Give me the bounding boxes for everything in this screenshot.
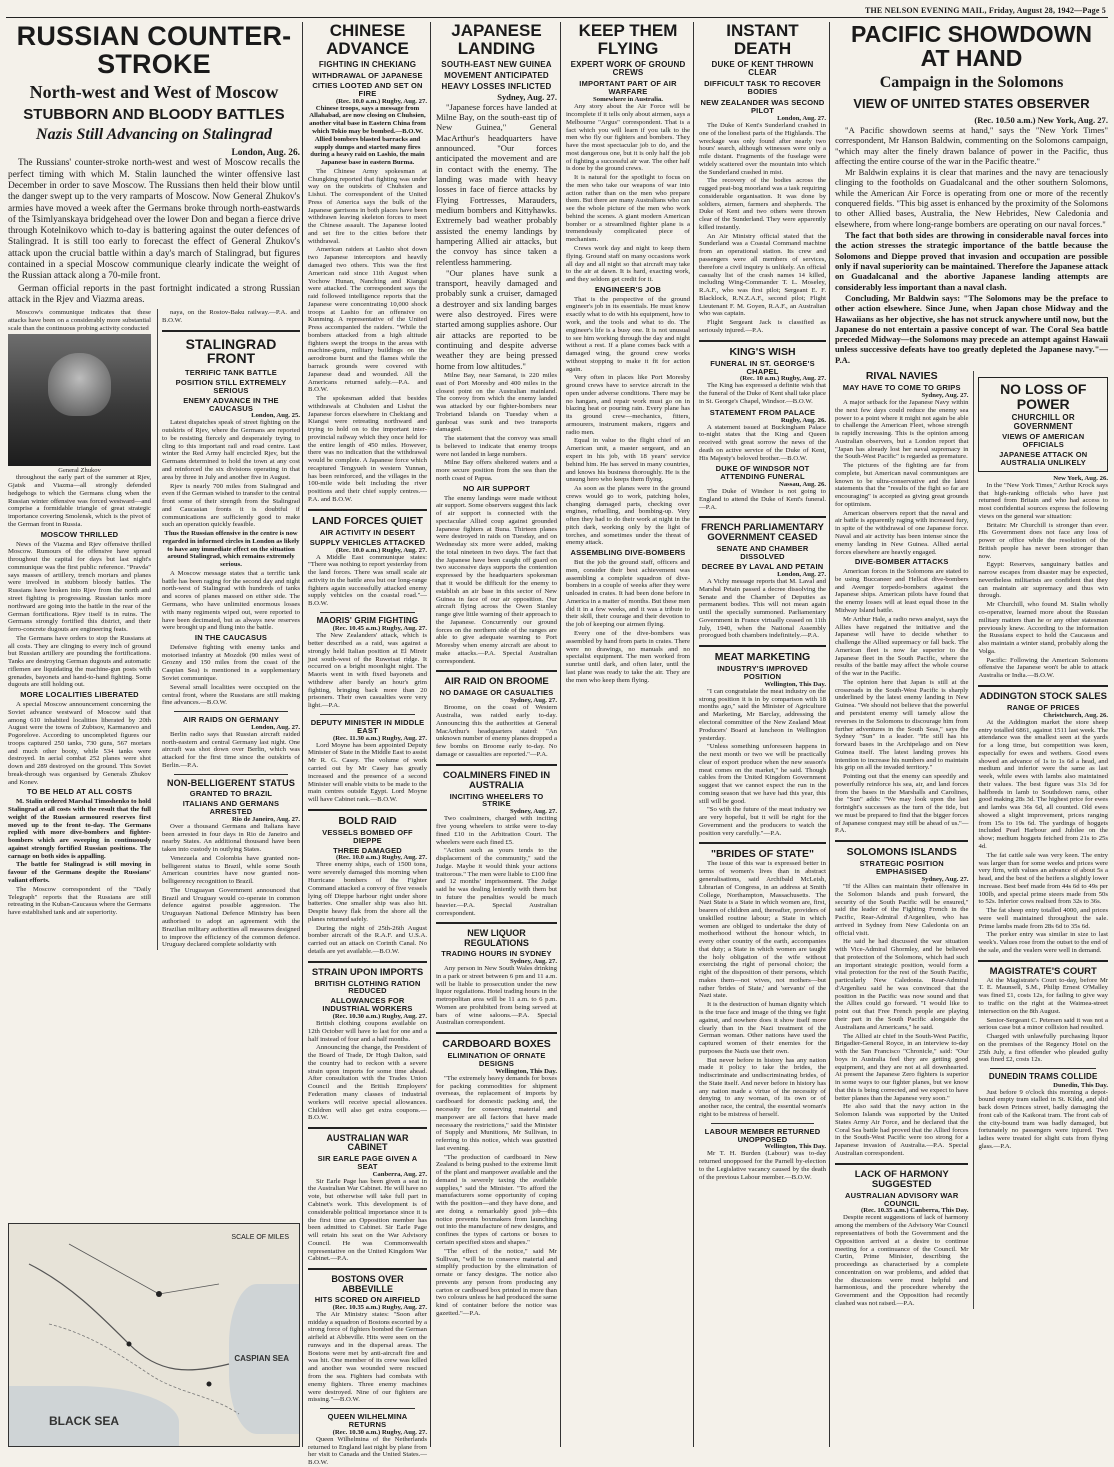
subhead: VIEWS OF AMERICAN OFFICIALS <box>1002 432 1085 450</box>
nolosspower-box <box>978 377 1108 472</box>
paragraph: Chinese troops, says a message from Allahabad, are now closing on Chuhsien, another vital base in Eastern China from which Tokio may be bombed.—B.O.W. Allied bombers blasted barracks and supply dumps and started many fires during a heavy raid on Lashio, the main Japanese base in eastern Burma. <box>309 104 426 167</box>
french-headline: FRENCH PARLIAMENTARY GOVERNMENT CEASED <box>701 522 824 544</box>
paragraph: Two coalminers, charged with inciting five young wheelers to strike were to-day fined £10 in the Arbitration Court. The wheelers were each fined £5. <box>436 815 557 846</box>
pacific-section <box>829 22 1108 1447</box>
coalminers-headline: COALMINERS FINED IN AUSTRALIA <box>442 769 551 791</box>
dateline: Somewhere in Australia. <box>593 96 663 104</box>
paragraph: It is the destruction of human dignity which is the true face and image of the thing we fight against, and nowhere does it show itself more clearly than in the Nazi treatment of the German woman. Other nations have used the captured women of their enemies for the purposes the Nazis use their own. <box>699 1001 826 1055</box>
dateline: (Rec. 10.0 a.m.) Rugby, Aug. 27. <box>335 546 427 554</box>
pacific-col-a <box>835 371 968 1309</box>
dateline: (Rec. 11.30 a.m.) Rugby, Aug. 27. <box>333 734 427 742</box>
paragraph: But the job the ground staff, officers and men, consider their best achievement was assembling a complete squadron of dive-bombers in a couple of weeks after they were unloaded in crates. It had been done before in America in a matter of months. But these men did it in a few weeks, and it was a tribute to their skill, their courage and their devotion to the job of keeping our airmen flying. <box>566 559 690 629</box>
subhead: DECREE BY LAVAL AND PETAIN <box>701 562 824 572</box>
paragraph: "The extremely heavy demands for boxes for packing commodities for shipment overseas, the replacement of imports by cardboard for domestic packing and, the necessity for conserving material and manpower are all factors that have made necessary the restrictions," said the Minister of Supply and Munitions, Mr Sullivan, in referring to this notice, which was gazetted last evening. <box>436 1074 557 1152</box>
paragraph: Several small localities were occupied on the central front, where the Russians are still making fine advances.—B.O.W. <box>162 683 300 707</box>
photo-caption: General Zhukov <box>58 467 101 475</box>
dateline: (Rec. 10.0 a.m.) Rugby, Aug. 27. <box>335 854 427 862</box>
subhead: RANGE OF PRICES <box>1006 702 1080 712</box>
dateline: Wellington, This Day. <box>495 1067 557 1075</box>
masthead: THE NELSON EVENING MAIL, Friday, August 28, 1942—Page 5 <box>864 6 1106 15</box>
subhead: NEW ZEALANDER WAS SECOND PILOT <box>700 98 825 116</box>
subhead: ITALIANS AND GERMANS ARRESTED <box>182 799 280 816</box>
paragraph: Announcing the change, the President of the Board of Trade, Dr Hugh Dalton, said the country had to reckon with a severe strain upon imports for some time ahead. After consultation with the Trades Union Council and the British Employers' Federation many classes of industrial workers will receive special allowances. Children will also get extra coupons.—B.O.W. <box>308 1044 427 1122</box>
dateline: Sydney, Aug. 27. <box>509 958 557 966</box>
minister-headline: DEPUTY MINISTER IN MIDDLE EAST <box>310 717 425 735</box>
divider <box>436 1032 557 1034</box>
instant-headline: INSTANT DEATH <box>726 21 799 58</box>
liquor-headline: NEW LIQUOR REGULATIONS <box>464 928 529 948</box>
boldraid-headline: BOLD RAID <box>338 814 397 827</box>
dateline: Rio de Janeiro, Aug. 27. <box>231 815 300 823</box>
paragraph: Mr Arthur Hale, a radio news analyst, says the Allies have regained the initiative and the Japanese will have to decide whether to challenge the Allied supremacy or fall back. The American fleet is now far superior to the Japanese fleet in the South Pacific, where the results of the battle may affect the whole course of the war in the Pacific. <box>835 615 969 678</box>
paragraph: The porker entry was similar in size to last week's. Values rose from the outset to the end of the sale, and the vealers were well in demand. <box>978 931 1108 954</box>
subhead: TERRIFIC TANK BATTLE <box>184 368 278 377</box>
solomons-headline: SOLOMONS ISLANDS <box>846 846 957 859</box>
subhead: ENEMY ADVANCE IN THE CAUCASUS <box>183 395 279 413</box>
flying-section <box>560 22 690 1447</box>
paragraph: News of the Viazma and Rjev offensive thrilled Moscow. Rumours of the offensive have spread throughout the capital for days but last night's communique was the first public reference. "Pravda" says masses of artillery, trench mortars and planes were involved in stubborn bloody battles. The Russians have broken into Rjev from the north and street fighting is progressing. Russian tanks more northward are going into the battle in the rear of the German fortifications. Rjev itself is in ruins. The Germans strongly fortified this district, and their ferro-concrete dugouts are engineering feats. <box>8 540 151 634</box>
dateline: Canberra, Aug. 27. <box>372 1170 427 1178</box>
dateline: Sydney, Aug. 27. <box>921 875 969 883</box>
paragraph: Any story about the Air Force will be incomplete if it tells only about airmen, says a Melbourne "Argus" correspondent. That is a fact which you will learn if you talk to the men who fly our fighters and bombers. They have the most spectacular job to do, and the most dangerous one, but it is only half the job of fighting a successful air war. The other half is done by the ground crews. <box>566 103 690 173</box>
cardboard-headline: CARDBOARD BOXES <box>442 1038 551 1051</box>
dateline: New York, Aug. 26. <box>1053 474 1108 482</box>
subhead: AUSTRALIAN ADVISORY WAR COUNCIL <box>844 1190 959 1208</box>
paragraph: At the Addington market the store sheep entry totalled 6861, against 1511 last week. The attendance was the smallest seen at the yards for a long time, but competition was keen, especially for ewes and wethers. Good ewes showed an advance of 1s to 1s 6d a head, and medium and inferior were the same as last week, while ewes with lambs also maintained their values. The best figure was 31s 3d for halfbreds in lamb to Southdown rams, other good making 28s 3d. The highest price for ewes and lambs was 36s 6d, all counted. Old ewes showed a slight improvement, prices ranging from 15s to 19s 6d. The yardings of hoggets included Pearl Harbour and Jubilee on the show; medium hoggets fetched from 21s to 25s 4d. <box>978 718 1108 850</box>
divider <box>711 1123 814 1124</box>
divider <box>835 1163 968 1165</box>
paragraph: "Our planes have sunk a transport, heavily damaged and probably sunk a cruiser, damaged a destroyer and six landing barges were also destroyed. Fires were started among supplies ashore. Our air attacks are reported to be continuing and despite adverse weather they are being pressed home from low altitudes." <box>436 267 558 371</box>
divider <box>699 340 826 342</box>
subhead: SIR EARLE PAGE GIVEN A SEAT <box>317 1153 418 1171</box>
paragraph: German official reports in the past fortnight indicated a strong Russian attack in the Rjev and Viazma areas. <box>8 283 300 305</box>
windsor-headline: DUKE OF WINDSOR NOT ATTENDING FUNERAL <box>715 464 810 482</box>
dateline: Sydney, Aug. 27. <box>497 91 557 102</box>
paragraph: "The effect of the notice," said Mr Sullivan, "will be to conserve material and simplify production by the elimination of ornate or fancy designs. The notice also prevents any person from producing any carton or cardboard box printed in more than two colours unless he had produced the same kind of container before the notice was gazetted."—P.A. <box>436 1247 557 1317</box>
subhead: SUPPLY VEHICLES ATTACKED <box>309 537 426 547</box>
subhead: INDUSTRY'S IMPROVED POSITION <box>717 664 808 682</box>
divider <box>699 645 826 647</box>
dateline: (Rec. 10.30 a.m.) Rugby, Aug. 27. <box>332 1013 427 1021</box>
paragraph: American raiders at Lashio shot down two Japanese interceptors and heavily damaged two others. This was the first American raid since 11th August when Yochow Hunan, Nanching and Kiangsi were attacked. The correspondent says the raid followed intelligence reports that the Japanese were concentrating 10,000 shock troops at Lashio for an offensive on Kunming. A representative of the United Press accompanied the raiders. "While the bombers attacked from a high altitude fighters swept the troops in the areas with machine-guns, military buildings on the aerodrome burnt and the flames while the barrack grounds were covered with Japanese dead and wounded. All the Americans returned safely.—P.A. and B.O.W. <box>308 246 427 394</box>
dateline: (Rec. 10.45 a.m.) Rugby, Aug. 27. <box>332 625 427 633</box>
dateline: Nassau, Aug. 26. <box>778 481 826 489</box>
divider <box>978 960 1108 962</box>
subhead: SENATE AND CHAMBER DISSOLVED <box>716 544 809 562</box>
divider <box>978 685 1108 687</box>
section-head: IN THE CAUCASUS <box>194 633 268 643</box>
subhead: FIGHTING IN CHEKIANG <box>318 59 417 69</box>
paragraph: A special Moscow announcement concerning the Soviet advance westward of Moscow said that among 610 inhabited localities liberated by 20th August were the towns of Zubtsov, Karmanovo and Pogorelove. According to uncompleted figures our troops captured 250 tanks, 730 guns, 567 mortars and much other booty, while 534 tanks were destroyed. In aerial combat 252 planes were shot down and 289 destroyed on the ground. This Soviet break-through was organised by Generals Zhukov and Konev. <box>8 701 151 786</box>
russian-subhead-1: North-west and West of Moscow <box>29 81 279 102</box>
subhead: THREE DAMAGED <box>333 845 402 855</box>
dateline: Sydney, Aug. 27. <box>509 808 557 816</box>
paragraph: Concluding, Mr Baldwin says: "The Solomons may be the preface to other action elsewhere. Since June, when Japan chose Midway and the Hawaiians as her objective, she has not struck anywhere until now, but the Japanese do not entertain a passive concept of war. The Coral Sea battle preceded Midway—the Solomons may precede an attempt against Hawaii unless successive defeats have too greatly depleted the Japanese navy."—P.A. <box>835 292 1108 365</box>
dunedin-headline: DUNEDIN TRAMS COLLIDE <box>988 1072 1098 1082</box>
subhead: AIR ACTIVITY IN DESERT <box>319 527 416 537</box>
paragraph: Thus the Russian offensive in the centre is now regarded in informed circles in London as likely to have any immediate effect on the situation around Stalingrad, which remains extremely serious. <box>162 530 300 569</box>
paragraph: The fact that both sides are throwing in considerable naval forces into the action stresses the strategic importance of the battle because the Solomons and Dieppe proved that invasion and occupation are possible only if naval superiority can be maintained. Therefore the Japanese attack on Guadalcanal and the abortive Japanese landing attempts are considerably less important than a naval clash. <box>835 230 1108 292</box>
dateline: (Rec. 10.35 a.m.) Canberra, This Day. <box>861 1207 969 1215</box>
divider <box>174 774 288 775</box>
section-head: TO BE HELD AT ALL COSTS <box>26 787 133 797</box>
paragraph: The fat sheep entry totalled 4000, and prices were well maintained throughout the sale. Prime lambs made from 28s 6d to 35s 6d. <box>978 907 1108 930</box>
subhead: MOVEMENT ANTICIPATED <box>444 71 549 81</box>
map-scale-label: SCALE OF MILES <box>231 1234 289 1241</box>
paragraph: Pacific: Following the American Solomons offensive the Japanese won't be able to attack Australia or India.—B.O.W. <box>978 656 1108 680</box>
paragraph: Equal in value to the flight chief of an American unit, a master sergeant, and an expert in his job, with 18 years' service behind him. He has served in many countries, and knows his business thoroughly. He is the unsung hero who keeps them flying. <box>566 437 690 484</box>
subhead: DUKE OF KENT THROWN CLEAR <box>711 59 814 78</box>
paragraph: The Germans have orders to stop the Russians at all costs. They are clinging to every inch of ground but Russian artillery are pounding the fortifications. Tanks are destroying German dugouts and automatic riflemen are liquidating the machine-gun posts with grenades, bayonets and hand-to-hand fighting. Some dugouts are still holding out. <box>8 634 151 689</box>
subhead: INCITING WHEELERS TO STRIKE <box>449 791 544 809</box>
paragraph: Despite recent suggestions of lack of harmony among the members of the Advisory War Council representatives of both the Government and the Opposition arrived at a desire to continue meeting for a continuance of the Council. Mr Curtin, Prime Minister, describing the proceedings as characterised by a complete concentration on war problems, and added that the discussions were most helpful and harmonious, and the procedure whereby the Government and the Opposition had recently clashed was not raised.—P.A. <box>835 1214 969 1307</box>
masthead-rule <box>6 17 1108 18</box>
paragraph: A Vichy message reports that M. Laval and Marshal Petain passed a decree dissolving the Senate and the Chamber of Deputies as permanent bodies. This will not mean again until the specially summoned. Parliamentary Government in France virtually ceased on 11th July, 1940, when the National Assembly prorogued both chambers indefinitely.—P.A. <box>699 578 826 640</box>
subhead: DIFFICULT TASK TO RECOVER BODIES <box>704 79 821 97</box>
paragraph: Broome, on the coast of Western Australia, was raided early to-day. Announcing this the authorities at General MacArthur's headquarters stated: "An unknown number of enemy planes dropped a few bombs on Broome early to-day. No damage or casualties are reported."—P.A. <box>436 704 557 758</box>
dateline: Wellington, This Day. <box>764 1143 826 1151</box>
dateline: Dunedin, This Day. <box>1053 1081 1108 1089</box>
subhead: CITIES LOOTED AND SET ON FIRE <box>312 80 423 98</box>
paragraph: Milne Bay offers sheltered waters and a more secure position from the sea than the north coast of Papua. <box>436 459 557 482</box>
dateline: (Rec. 10.35 a.m.) Rugby, Aug. 27. <box>332 1303 427 1311</box>
addington-headline: ADDINGTON STOCK SALES <box>979 690 1107 702</box>
divider <box>436 670 557 672</box>
paragraph: Charged with unlawfully purchasing liquor on the premises of the Regency Hotel on the 25th July, a first offender who pleaded guilty was fined £2, costs 12s. <box>978 1033 1108 1064</box>
paragraph: The spokesman added that besides withdrawals at Chuhsien and Lishui the Japanese forces elsewhere in Chekiang and Kiangsi were retreating northward and trying to hold on to the important inter-provincial railway which they once held for the entire length of 450 miles. However, there was no indication that the withdrawal would be complete. A Japanese force which recaptured Tengyueh in western Yunnan, has been reinforced, and the villages in the 100-mile wide belt including the river positions and their chief supply centres.—P.A. and B.O.W. <box>308 395 427 503</box>
russian-lead-text <box>8 158 300 306</box>
divider <box>320 612 415 613</box>
paragraph: During the night of 25th-26th August bomber aircraft of the R.A.F. and U.S.A. carried out an attack on Corinth Canal. No details are yet available.—B.O.W. <box>308 924 427 955</box>
subhead: POSITION STILL EXTREMELY SERIOUS <box>175 377 287 395</box>
paragraph: The battle for Stalingrad is still moving in favour of the Germans despite the Russians' valiant efforts. <box>8 861 151 884</box>
divider <box>320 714 415 715</box>
section-head: MORE LOCALITIES LIBERATED <box>20 690 139 700</box>
paragraph: Any person in New South Wales drinking in a park or street between 6 pm and 11 a.m. will be liable to prosecution under the new liquor regulations. Hotel trading hours in the metropolitan area will be 11 a.m. to 6 p.m. Women are prohibited from being served at bars of wine saloons.—P.A. Special Australian correspondent. <box>436 965 557 1027</box>
paragraph: Over a thousand Germans and Italians have been arrested in four days in Rio de Janeiro and nearby States. An additional thousand have been taken into custody in outlying States. <box>162 822 300 854</box>
russian-dateline: London, Aug. 26. <box>231 148 300 159</box>
russian-col-b <box>157 309 300 950</box>
dateline: Rugby, Aug. 26. <box>780 416 826 424</box>
paragraph: The Russians' counter-stroke north-west and west of Moscow recalls the perfect timing with which M. Stalin launched the winter offensive last December in order to save Moscow. The Russians then held their blow until the danger swept up to the very ramparts of Moscow. Now General Zhukov's armies have moved a week after the Germans broke through north-eastwards of the Tsimlyanskaya bridgehead over the lower Don and began a fierce drive through Kotelnikovo which to-day is battering against the outer defences of Stalingrad. It is still too early to forecast the effect of General Zhukov's attack upon the crucial battle within a day's march of Stalingrad, but figures contained in a special Moscow communique clearly indicate the weight of the Russian attack along a 70-mile front. <box>8 158 300 282</box>
subhead: EXPERT WORK OF GROUND CREWS <box>570 59 686 78</box>
divider <box>436 922 557 924</box>
divider <box>162 330 300 332</box>
paragraph: naya, on the Rostov-Baku railway.—P.A. and B.O.W. <box>162 309 300 324</box>
meat-headline: MEAT MARKETING <box>714 651 811 664</box>
subhead: FUNERAL IN ST. GEORGE'S CHAPEL <box>710 358 815 376</box>
paragraph: The recovery of the bodies across the rugged peat-bog moorland was a task requiring considerable organisation. It was done by soldiers, airmen, farmers and shepherds. The Duke of Kent and two others were thrown clear of the Sunderland. They were apparently killed instantly. <box>699 177 826 231</box>
dateline: Sydney, Aug. 27. <box>509 697 557 705</box>
section-head: NO AIR SUPPORT <box>462 483 531 493</box>
section-head: DIVE-BOMBER ATTACKS <box>854 557 949 567</box>
paragraph: The Uruguayan Government announced that Brazil and Uruguay would co-operate in common defence against possible aggression. The Uruguayan National Defence Ministry has been authorised to adopt an agreement with the Brazilian military authorities all measures designed to improve the efficiency of the common defence. Uruguay declared complete solidarity with <box>162 886 300 949</box>
instant-section <box>693 22 826 1447</box>
subhead: VESSELS BOMBED OFF DIEPPE <box>322 827 413 845</box>
paragraph: The Moscow correspondent of the "Daily Telegraph" reports that the Russians are still retreating in the Kuban-Caucasus where the Germans have established tank and air superiority. <box>8 885 151 917</box>
divider <box>699 516 826 518</box>
russian-col-a <box>8 309 151 950</box>
paragraph: As soon as the planes were in the ground crews would go to work, patching holes, changing damaged parts, checking over engines, refuelling, and bombing-up. Very often they had to do their work at night in the pitch dark, working only by the light of torches, and sometimes under the threat of enemy attack. <box>566 485 690 547</box>
section-head: MOSCOW THRILLED <box>40 529 119 539</box>
paragraph: The Duke of Kent's Sunderland crashed in one of the loneliest parts of the Highlands. The wreckage was only found after nearly two hours' search, although witnesses were only a mile distant. Fragments of the fuselage were widely scattered over the mountain into which the Sunderland crashed in mist. <box>699 121 826 176</box>
subhead: MAY HAVE TO COME TO GRIPS <box>842 383 961 393</box>
paragraph: M. Stalin ordered Marshal Timoshenko to hold Stalingrad at all costs with the result that the full weight of the Russian armoured reserves first moved up to the front to-day. The Germans replied with more dive-bombers and fighter-bombers which are sweeping in continuously against strongly fortified Russian positions. The carnage on both sides is appalling. <box>8 798 151 860</box>
dateline: (Rec. 10.50 a.m.) New York, Aug. 27. <box>974 114 1108 125</box>
paragraph: He said he had discussed the war situation with Vice-Admiral Ghormley, and he believed that protection of the Solomons, which had such an important strategic position, would form a vital protection for the rest of the South Pacific, particularly New Caledonia. Rear-Admiral d'Argenlieu said he was convinced that the position in the Pacific was now sound and that the Allies could go forward. "I would like to point out that Free French people are playing their part in the South Pacific alongside the Australians and Americans," he said. <box>835 938 969 1031</box>
paragraph: Senior-Sergeant C. Petersen said it was not a serious case but a minor collision had resulted. <box>978 1016 1108 1032</box>
paragraph: It is natural for the spotlight to focus on the men who take our weapons of war into action rather than on the men who prepare them. But there are many Australians who can see the whole picture of the men who work behind the scenes. A giant modern American bomber or a streamlined fighter plane is a tremendously complicated piece of mechanism. <box>566 174 690 244</box>
subhead: IMPORTANT PART OF AIR WARFARE <box>579 79 677 97</box>
paragraph: Very often in places like Port Moresby ground crews have to service aircraft in the open under adverse conditions. There may be no hangars, and repair work must go on in blazing heat or pouring rain. Every plane has its ground crew—mechanics, fitters, armourers, instrument makers, riggers and radio men. <box>566 374 690 436</box>
dateline: London, Aug. 27. <box>251 723 300 731</box>
paragraph: Venezuela and Colombia have granted non-belligerent status to Brazil, while some South American countries have now granted non-belligerency recognition to Brazil. <box>162 854 300 886</box>
paragraph: A major setback for the Japanese Navy within the next few days could reduce the enemy sea power to a point where it might not again be able to challenge the American Fleet, whose strength is rapidly increasing. This is the opinion among Australian observers, but a London report that "Japan has already lost her naval supremacy in the South-West Pacific" is regarded as premature. <box>835 399 969 461</box>
paragraph: Just before 9 o'clock this morning a depot-bound empty tram stalled in St. Kilda, and slid back down Princes street, badly damaging the front cab of the Kaikorai tram. The front cab of the city-bound tram was badly damaged, but fortunately no passengers were injured. Two ladies were treated for slight cuts from flying glass.—P.A. <box>978 1088 1108 1150</box>
russian-subhead-2: STUBBORN AND BLOODY BATTLES <box>23 105 285 123</box>
paragraph: Mr T. H. Burden (Labour) was to-day returned unopposed for the Parnell by-election to the Legislative vacancy caused by the death of the previous Labour member.—B.O.W. <box>699 1150 826 1181</box>
subhead: CHURCHILL OR GOVERNMENT <box>1011 413 1075 431</box>
chinese-section <box>302 21 427 1467</box>
flying-headline: KEEP THEM FLYING <box>578 21 678 58</box>
paragraph: "Japanese forces have landed at Milne Bay, on the south-east tip of New Guinea," General MacArthur's headquarters have announced. "Our forces anticipated the movement and are in contact with the enemy. The landing was made with heavy losses in face of fierce attacks by Flying Fortresses, Marauders, medium bombers and Kittyhawks. Extremely bad weather probably assisted the enemy landings by hampering Allied air attacks, but the convoy has since taken a relentless hammering. <box>436 101 557 267</box>
paragraph: "If the Allies can maintain their offensive in the Solomon Islands and push forward, the security of the South Pacific will be ensured," said the leader of the Fighting French in the Pacific, Rear-Admiral d'Argenlieu, who has arrived in Sydney from New Caledonia on an official visit. <box>835 882 969 937</box>
paragraph: Moscow's communique indicates that these attacks have been on a considerably more substantial scale than the continuous probing activity conducted <box>8 309 151 332</box>
divider <box>174 711 288 712</box>
chinese-headline: CHINESE ADVANCE <box>326 21 409 58</box>
subhead: STRATEGIC POSITION EMPHASISED <box>859 859 944 877</box>
dateline: (Rec. 10 a.m.) Rugby, Aug. 27. <box>739 375 826 383</box>
paragraph: The Duke of Windsor is not going to England to attend the Duke of Kent's funeral.—P.A. <box>699 488 826 511</box>
paragraph: He also said that the navy action in the Solomon Islands was supported by the United States Army Air Force, and he declared that the Coral Sea battle had proved that the Allied forces in the South-West Pacific were too strong for a Japanese invasion of Australia.—P.A. Special Australian correspondent. <box>835 1103 969 1158</box>
harmony-headline: LACK OF HARMONY SUGGESTED <box>854 1168 949 1190</box>
subhead: SOUTH-EAST NEW GUINEA <box>441 59 552 69</box>
divider <box>436 764 557 766</box>
labour-headline: LABOUR MEMBER RETURNED UNOPPOSED <box>704 1126 821 1144</box>
airraids-headline: AIR RAIDS ON GERMANY <box>182 715 280 725</box>
russian-section <box>8 22 300 1447</box>
nolosspower-headline: NO LOSS OF POWER <box>1000 381 1087 412</box>
palace-headline: STATEMENT FROM PALACE <box>709 407 816 417</box>
paragraph: Flight Sergeant Jack is classified as seriously injured.—P.A. <box>699 319 826 334</box>
paragraph: An Air Ministry official stated that the Sunderland was a Coastal Command machine from an operational station. Its crew and passengers were all members of services, therefore a civil inquiry is unlikely. An official casualty list of the crash names 14 killed, including Wing-Commander T. L. Moseley, R.A.F., who was first pilot; Sergeant E. F. Blacklock, R.N.Z.A.F., second pilot; Flight Lieutenant F. M. Goyen, R.A.F., an Australian who was captain. <box>699 232 826 318</box>
dateline: London, Aug. 27. <box>777 571 826 579</box>
section-head: ENGINEER'S JOB <box>594 284 662 294</box>
subhead: HEAVY LOSSES INFLICTED <box>441 82 552 92</box>
japanese-section <box>430 22 557 1447</box>
paragraph: A Moscow message states that a terrific tank battle has been raging for the second day and night north-west of Stalingrad with hundreds of tanks and scores of planes massed on either side. The Germans, who have unlimited enormous losses with many regiments wiped out, were reported to have been decimated, but as always new reserves were brought up and flung into the battle. <box>162 569 300 632</box>
paragraph: Milne Bay, near Samarai, is 220 miles east of Port Moresby and 400 miles in the closest point on the Australian mainland. The convoy from which the enemy landed was attacked by our fighter-bombers near Trobriand Islands on Tuesday when a gunboat was sunk and two transports damaged. <box>436 371 557 434</box>
paragraph: At the Magistrate's Court to-day, before Mr T. E. Maunsell, S.M., Philip Ernest O'Malley was fined £1, costs 12s, for failing to give way to traffic on the right at the Waimea-street intersection on the 8th August. <box>978 976 1108 1015</box>
paragraph: Britain: Mr Churchill is stronger than ever. His Government does not face any loss of power or office while the resolution of the British people has never been stronger than now. <box>978 521 1108 560</box>
paragraph: The statement that the convoy was small is believed to indicate that enemy troops were not landed in large numbers. <box>436 435 557 458</box>
divider <box>835 840 968 842</box>
paragraph: A statement issued at Buckingham Palace to-night states that the King and Queen received with great sorrow the news of the death on active service of the Duke of Kent, His Majesty's beloved brother.—B.O.W. <box>699 423 826 462</box>
dateline: Christchurch, Aug. 26. <box>1043 711 1108 719</box>
paragraph: The pictures of the fighting are far from complete, but American naval communiques are known to be ultra-conservative and the latest statements that the "results of the fight so far are encouraging" is accepted as giving great grounds for optimism. <box>835 462 969 508</box>
dateline: (Rec. 10.0 a.m.) Rugby, Aug. 27. <box>335 97 427 105</box>
caucasus-map <box>8 1223 300 1447</box>
paragraph: "I can congratulate the meat industry on the strong position it is in by comparison with 18 months ago," said the Minister of Agriculture and Marketing, Mr Barclay, addressing the electoral committee of the New Zealand Meat Producers' Board at luncheon in Wellington yesterday. <box>699 687 826 742</box>
rivalnavies-headline: RIVAL NAVIES <box>865 370 938 383</box>
subhead: NO DAMAGE OR CASUALTIES <box>439 688 554 698</box>
subhead: HITS SCORED ON AIRFIELD <box>314 1294 421 1304</box>
pacific-headline: PACIFIC SHOWDOWN AT HAND <box>850 21 1093 72</box>
bostons-headline: BOSTONS OVER ABBEVILLE <box>331 1274 404 1294</box>
paragraph: Egypt: Reserves, sanguinary battles and narrow escapes from disaster may be expected, nevertheless militarists are confident that they can maintain air supremacy and thus win through. <box>978 561 1108 600</box>
paragraph: The opinion here that Japan is still at the crossroads in the South-West Pacific is sharply underlined by the latest enemy landing in New Guinea. "We should not believe that the powerful and persistent enemy will tamely allow the reverses in the Solomons to discourage him from further adventures in the South Seas," says the Sydney "Sun" in a leader. "He still has his forward bases in the Archipelago and on New Guinea itself. The latest landing proves his intention to increase his numbers and to maintain his grip on all the invaded territory." <box>835 678 969 772</box>
paragraph: The fat cattle sale was very keen. The entry was larger than for some weeks and prices were very firm, with values an advance of about 5s a head, and the best of the heifers a slightly lower increase. Best beef made from 44s 6d to 49s per 100lb, and special prime steers made from 50s to 52s. Inferior cows realised from 32s to 36s. <box>978 851 1108 906</box>
paragraph: "So with the future of the meat industry we are very hopeful, but it will be right for the Government and the producers to watch the position very carefully."—P.A. <box>699 806 826 837</box>
strain-headline: STRAIN UPON IMPORTS <box>311 966 424 978</box>
subhead: GRANTED TO BRAZIL <box>189 789 273 799</box>
divider <box>308 809 427 811</box>
dateline: Sydney, Aug. 27. <box>921 392 969 399</box>
paragraph: The Chinese Army spokesman at Chungking reported that fighting was under way on the outskirts of Chuhsien and Lishui. The correspondent of the United Press of America says the bulk of the Japanese garrisons in both places have been withdrawn leaving skeleton forces to meet the Chinese assault. The Japanese looted and set fire to the cities before their withdrawal. <box>308 167 427 245</box>
dateline: Wellington, This Day. <box>764 680 826 688</box>
map-label-black-sea: BLACK SEA <box>49 1414 120 1428</box>
divider <box>308 1268 427 1270</box>
subhead: WITHDRAWAL OF JAPANESE <box>312 71 423 81</box>
divider <box>308 509 427 511</box>
paragraph: Crews work day and night to keep them flying. Ground staff on many occasions work all day and all night so that aircraft may take to the air at dawn. It is hard, exacting work, and they seldom get credit for it. <box>566 245 690 284</box>
subhead: JAPANESE ATTACK ON AUSTRALIA UNLIKELY <box>999 450 1088 467</box>
paragraph: The enemy landings were made without air support. Some observers suggest this lack of air support is connected with the spectacular Allied coup against grounded Japanese fighters at Buna. Thirteen planes were destroyed in raids on Tuesday, and on Wednesday six more were added, making the total nineteen in two days. The fact that the Japanese have been caught off guard on two successive days supports the contention expressed by the headquarters spokesman that it would be difficult for the enemy to establish an air base in this sector of New Guinea in face of our air opposition. Our aircraft flying across the Owen Stanley range give little warning of their approach to the Japanese. Concurrently our ground forces on the northern side of the ranges are able to give adequate warning to Port Moresby when enemy aircraft are about to make attacks.—P.A. Special Australian correspondent. <box>436 494 557 665</box>
paragraph: The New Zealanders' attack, which is better described as a raid, was against a strongly held Italian position at El Mireir just south-west of the Ruweisat ridge. It occurred on a bright moonlight night. The Maoris went in with fixed bayonets and withdrew after barely an hour's grim fighting, bringing back more than 20 prisoners. Their own casualties were very light.—P.A. <box>308 632 427 710</box>
pacific-subhead-1: Campaign in the Solomons <box>879 74 1064 92</box>
paragraph: In the "New York Times," Arthur Krock says that high-ranking officials who have just returned from Britain and who had access to most confidential sources express the following views on the general war situation: <box>978 481 1108 520</box>
paragraph: Lord Moyne has been appointed Deputy Minister of State in the Middle East to assist Mr R. G. Casey. The volume of work carried out by Mr Casey has greatly increased and the presence of a second Minister will enable visits to be made to the main centres outside Egypt. Lord Moyne will have Cabinet rank.—B.O.W. <box>308 741 427 804</box>
paragraph: Three enemy ships, each of 1500 tons, were severely damaged this morning when Hurricane bombers of the Fighter Command attacked a convoy of five vessels lying off Dieppe harbour right under shore batteries. One smaller ship was also hit. Despite heavy flak from the shore all the planes returned safely. <box>308 861 427 923</box>
brazil-headline: NON-BELLIGERENT STATUS <box>166 777 296 788</box>
paragraph: That is the perspective of the ground engineer's job in its essentials. He must know exactly what to do with his equipment, how to work, and the tools and what to do. The engineer's life is a busy one. It is not unusual to see him working through the day and night without a rest. If a plane comes back with a damaged wing, the ground crew works without stopping to make it fit for action again. <box>566 295 690 373</box>
brides-headline: "BRIDES OF STATE" <box>711 848 814 861</box>
divider <box>308 961 427 963</box>
paragraph: "The production of cardboard in New Zealand is being pushed to the extreme limit of the plant and manpower available and the demand is severely taxing the available supplies," said the Minister. "To afford the manufacturers some opportunity of coping with the position—and they have done, and are doing a remarkably good job—this notice prevents boxmakers from launching out into the manufacture of new designs, and confines the types of cartons or boxes to certain specified sizes and shapes." <box>436 1153 557 1246</box>
paragraph: Mr Churchill, who found M. Stalin wholly co-operative, learned more about the Russian military matters than he or any other statesman previously knew. According to the information the Russians expect to hold the Caucasus and also maintain a winter stand, probably along the Volga. <box>978 601 1108 655</box>
divider <box>308 1127 427 1129</box>
russian-headline: RUSSIAN COUNTER-STROKE <box>16 21 292 80</box>
maoris-headline: MAORIS' GRIM FIGHTING <box>316 615 419 625</box>
paragraph: But never before in history has any nation made it policy to take the brides, the indiscriminate and undiscriminating brides, of the State itself. And never before in history has any nation made a virtue of the necessity of denying to any woman, of its own or of another race, the central, the essential woman's right to be mistress of herself. <box>699 1056 826 1118</box>
paragraph: American observers report that the naval and air battle is apparently raging with increased fury, in spite of the withdrawal of one Japanese force. Naval and air activity has been intense since the enemy landing in New Guinea. Allied aerial forces elsewhere are heavily engaged. <box>835 509 969 556</box>
divider <box>699 842 826 844</box>
paragraph: British clothing coupons available on 12th October will have to last for one and a half instead of four and a half months. <box>308 1020 427 1043</box>
paragraph: A Middle East communique states: "There was nothing to report yesterday from the land forces. There was small scale air activity in the battle area but our long-range fighters again successfully attacked enemy supply vehicles on the coastal road."—B.O.W. <box>308 553 427 608</box>
stalingrad-headline: STALINGRAD FRONT <box>185 335 277 367</box>
subhead: TRADING HOURS IN SYDNEY <box>441 949 552 959</box>
paragraph: The Air Ministry states: "Soon after midday a squadron of Bostons escorted by a strong force of fighters bombed the German airfield at Abbeville. Hits were seen on the runways and in the dispersal areas. The Bostons were met by anti-aircraft fire and was hit. One member of its crew was killed and another was wounded were rescued from the sea. Fighters had combats with enemy fighters. Three enemy machines were destroyed. Nine of our fighters are missing."—B.O.W. <box>308 1310 427 1404</box>
general-zhukov-photo <box>8 334 151 466</box>
magistrate-headline: MAGISTRATE'S COURT <box>989 965 1097 977</box>
paragraph: The King has expressed a definite wish that the funeral of the Duke of Kent shall take place in St. George's Chapel, Windsor.—B.O.W. <box>699 382 826 405</box>
paragraph: Berlin radio says that Russian aircraft raided north-eastern and central Germany last night. One aircraft was shot down over Berlin, which was attacked for the first time since the outskirts of Berlin.—P.A. <box>162 730 300 769</box>
paragraph: Sir Earle Page has been given a seat in the Australian War Cabinet. He will have no vote, but otherwise will take full part in Cabinet's work. This development is of considerable political importance since it is the first time an Opposition member has been admitted to Cabinet. Sir Earle Page will retain his seat on the War Advisory Council. He was Commonwealth representative on the United Kingdom War Cabinet.—P.A. <box>308 1177 427 1263</box>
dateline: London, Aug. 25. <box>251 412 300 420</box>
map-label-caspian: CASPIAN SEA <box>234 1354 289 1363</box>
pacific-col-b <box>973 371 1108 1309</box>
paragraph: "Unless something unforeseen happens in the next month or two we will be practically clear of export produce when the new season's meat comes on the market," he said. Though cables from the United Kingdom Government suggest that we cannot expect the run in the coming season that we have had this year, this still will be good. <box>699 743 826 805</box>
paragraph: Mr Baldwin explains it is clear that marines and the navy are tenaciously clinging to the footholds on Guadalcanal and the other southern Solomons, while the American Air Force is operating from one or more of the recently conquered fields. "This big asset is enhanced by the proximity of the Solomons to other Allied bases, Australia, the New Hebrides, New Caledonia and elsewhere, from where long-range bombers are operating on our naval forces." <box>835 167 1108 229</box>
paragraph: "A Pacific showdown seems at hand," says the "New York Times" correspondent, Mr Hanson Baldwin, commenting on the Solomons campaign, "which may alter the finely drawn balance of power in the Pacific, thus affecting the entire course of the war in the Pacific theatre." <box>835 124 1108 166</box>
paragraph: "Action such as yours tends to the displacement of the community," said the Judge. Maybe it would think your actions traitorous." The men were liable to £100 fine and 12 months' imprisonment. The Judge said he was dealing leniently with them but in future the penalties would be much heavier.—P.A. Special Australian correspondent. <box>436 847 557 917</box>
kingswish-headline: KING'S WISH <box>729 345 796 358</box>
pacific-subhead-2: VIEW OF UNITED STATES OBSERVER <box>853 96 1090 112</box>
paragraph: American forces in the Solomons are stated to be using Buccaneer and Hellcat dive-bombers and Avenger torpedo-bombers against the Japanese ships. American pilots have found that the enemy losses will at least equal those in the Midway Island battle. <box>835 568 969 615</box>
paragraph: The issue of this war is expressed better in terms of women's lives than in abstract generalisations, said Archibald McLeish, Librarian of Congress, in an address at Smith College, Northampton, Massachusetts. The Nazi State is a State in which women are, first, bearers of children and, thereafter, providers of unskilled routine labour; a State in which women are obliged to undertake the duty of motherhood without the honour which, in every other country of the earth, accompanies that duty; a State in which women are taught the holy obligation of the wife without exercising the right of personal choice; the right of the disposition of their persons, which makes them—not wives, not mothers—but rather 'brides of State,' and 'servants' of the Nazi state. <box>699 860 826 1000</box>
paragraph: Defensive fighting with enemy tanks and motorised infantry at Mozdok (90 miles west of Grozny and 150 miles from the coast of the Caspian Sea) is mentioned in a supplementary Soviet communique. <box>162 643 300 682</box>
japanese-headline: JAPANESE LANDING <box>451 21 542 58</box>
warcabinet-headline: AUSTRALIAN WAR CABINET <box>326 1133 409 1153</box>
dateline: London, Aug. 27. <box>777 114 826 122</box>
dateline: (Rec. 10.30 a.m.) Rugby, Aug. 27. <box>332 1428 427 1436</box>
paragraph: Pointing out that the enemy can speedily and powerfully reinforce his sea, air, and land forces from the bases in the Marshalls and Carolines, the "Sun" adds: "We may look upon the last fortnight's successes as the turn of the tide, but we must be prepared to find that the bigger forces of Japanese conquest may still be ahead of us."—P.A. <box>835 773 969 835</box>
russian-subhead-3: Nazis Still Advancing on Stalingrad <box>36 126 272 144</box>
subhead: ALLOWANCES FOR INDUSTRIAL WORKERS <box>322 996 413 1014</box>
landforces-headline: LAND FORCES QUIET <box>312 514 423 527</box>
divider <box>990 1068 1096 1069</box>
paragraph: Queen Wilhelmina of the Netherlands returned to England last night by plane from her visit to Canada and the United States.—B.O.W. <box>308 1435 427 1467</box>
paragraph: Every one of the dive-bombers was assembled by hand from parts in crates. There were no drawings, no manuals and no specialist equipment. The men worked from sunrise until dark, and often later, until the last plane was ready to take the air. They are the men who keep them flying. <box>566 629 690 684</box>
subhead: ELIMINATION OF ORNATE DESIGNS <box>447 1051 546 1069</box>
broome-headline: AIR RAID ON BROOME <box>444 676 549 688</box>
paragraph: The Allied air chief in the South-West Pacific, Brigadier-General Royce, in an interview to-day with the San Francisco "Chronicle," said: "Our boys in Australia feel they are getting good equipment, and they are not at all downhearted. At present the Japanese Zero fighters is superior in some ways to our fighter planes, but we know that this is being corrected, and we expect to have better planes than the Japanese very soon." <box>835 1032 969 1102</box>
subhead: BRITISH CLOTHING RATION REDUCED <box>314 978 421 996</box>
paragraph: throughout the early part of the summer at Rjev, Gjatsk and Viazma—all strongly defended hedgehogs to which the Germans clung when the Russian winter offensive was forced westward—and comprise a formidable triangle of great strategic importance covering Smolensk, which is the pivot of the German front in Russia. <box>8 474 151 528</box>
paragraph: Rjev is nearly 700 miles from Stalingrad and even if the German wished to transfer to the central front some of their strength from the Stalingrad and Caucasian fronts it is doubtful if communications are sufficiently good to make such an operation quickly feasible. <box>162 482 300 529</box>
section-head: ASSEMBLING DIVE-BOMBERS <box>570 548 686 558</box>
divider <box>320 1408 415 1409</box>
wilhelmina-headline: QUEEN WILHELMINA RETURNS <box>327 1412 408 1429</box>
paragraph: Latest dispatches speak of street fighting on the outskirts of Rjev, where the Germans are reported to be resisting fiercely and desperately trying to cling to this important rail and road centre. Last winter the Red Army half encircled Rjev, but the Germans determined to hold the town at any cost and reinforced the six divisions operating in that area by three in July and another five in August. <box>162 419 300 481</box>
